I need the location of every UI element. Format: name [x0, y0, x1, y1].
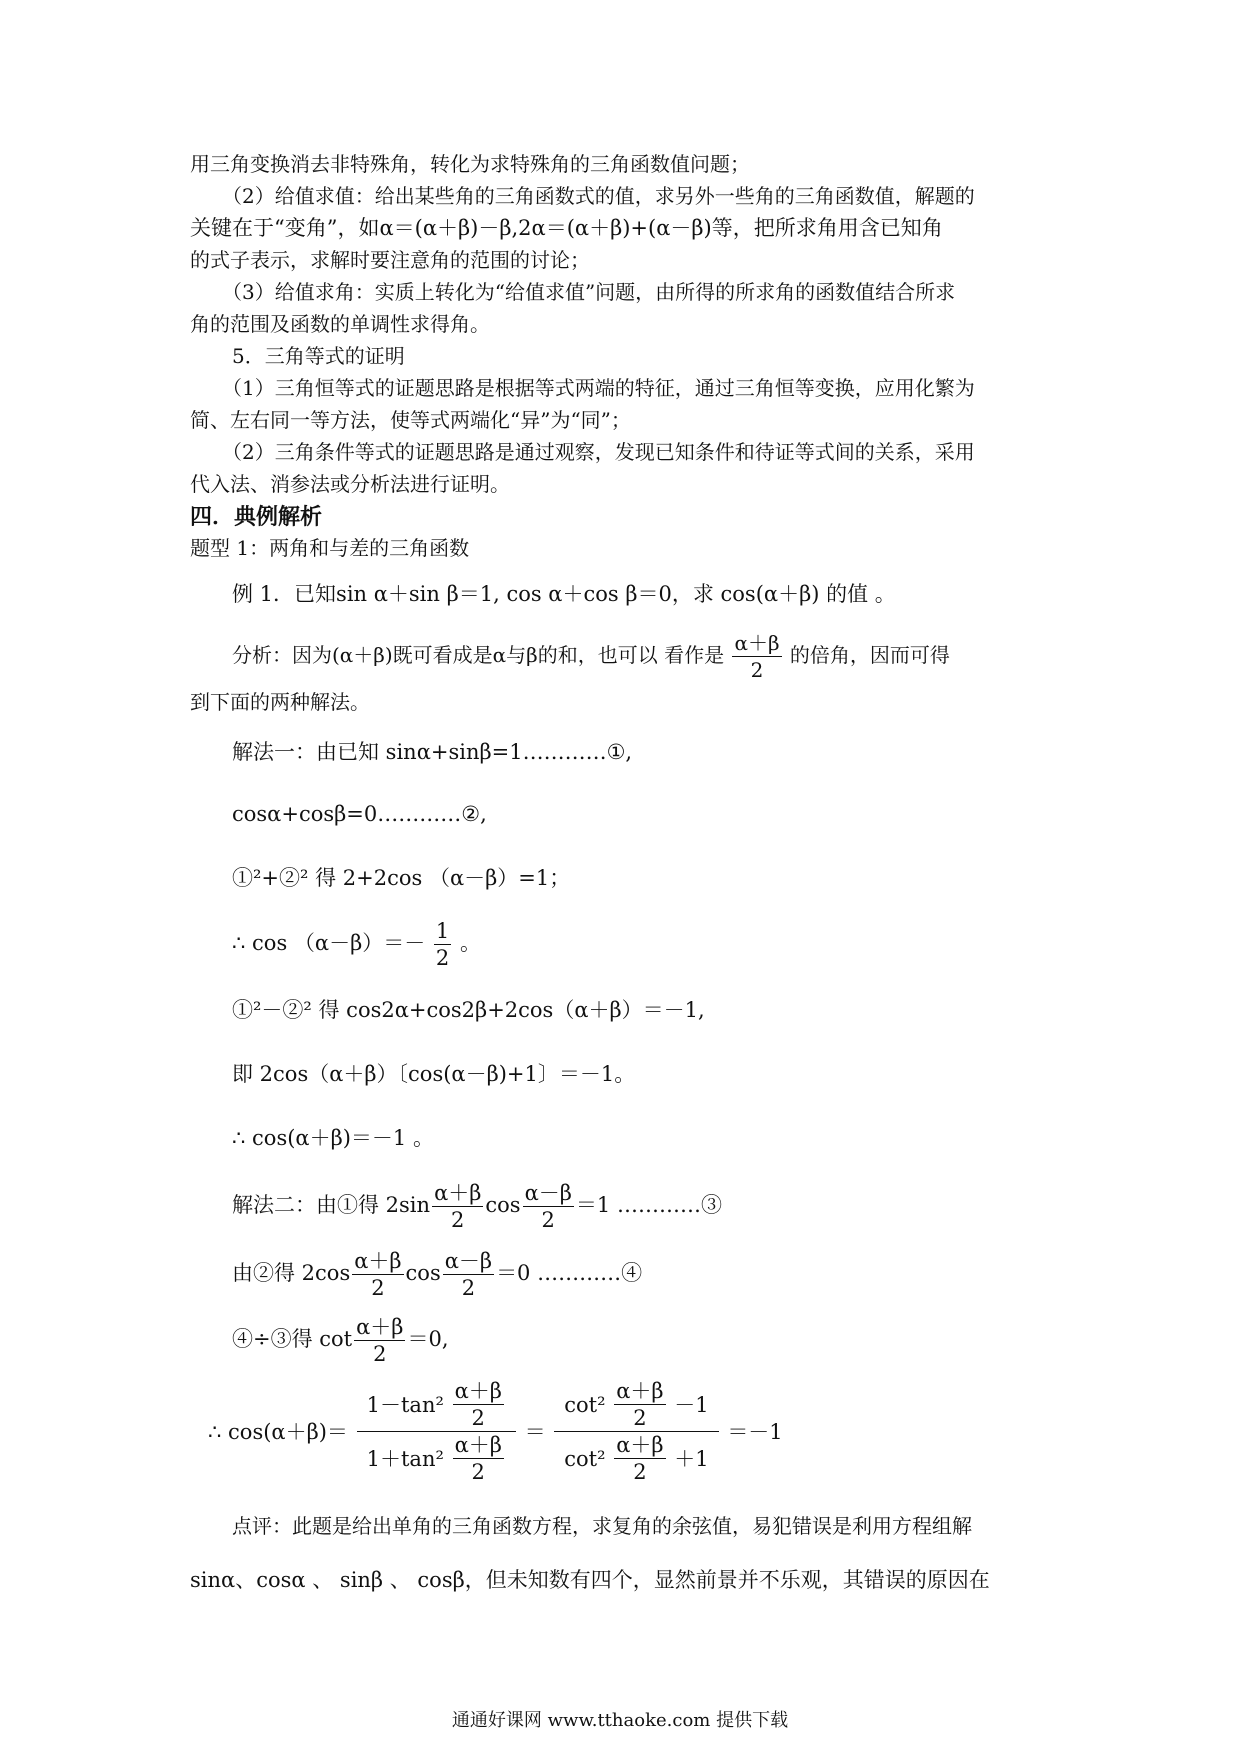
tan-term: 1－tan²	[366, 1392, 444, 1417]
final-equation	[208, 1378, 783, 1485]
fraction-denominator: 2	[750, 658, 764, 682]
cot-term: ＋1	[674, 1446, 709, 1471]
method-1-line: ①²+②² 得 2+2cos （α－β）=1；	[232, 866, 571, 890]
equation-text: ＝0,	[407, 1327, 449, 1351]
fraction-denominator: 2	[373, 1342, 387, 1366]
cot-term: cot²	[564, 1446, 606, 1471]
example-statement: 例 1．已知sin α＋sin β＝1, cos α＋cos β＝0，求 cos(α＋β) 的值 。	[232, 582, 896, 606]
paragraph-line: （1）三角恒等式的证题思路是根据等式两端的特征，通过三角恒等变换，应用化繁为	[222, 376, 975, 400]
equation-lhs: ∴ cos （α－β）＝－	[232, 931, 426, 955]
fraction-numerator: 1	[435, 919, 450, 943]
cot-fraction	[554, 1378, 718, 1485]
equation-end: 。	[459, 931, 481, 955]
cot-term: －1	[674, 1392, 709, 1417]
fraction-denominator: 2	[633, 1460, 647, 1484]
analysis-line	[232, 630, 950, 683]
method-1-line: 即 2cos（α＋β）〔cos(α－β)+1〕＝－1。	[232, 1062, 636, 1086]
paragraph-line: 代入法、消参法或分析法进行证明。	[190, 472, 510, 496]
fraction-numerator: α－β	[444, 1249, 493, 1273]
paragraph-line: （3）给值求角：实质上转化为“给值求值”问题，由所得的所求角的函数值结合所求	[222, 280, 956, 304]
topic-title: 题型 1：两角和与差的三角函数	[190, 536, 470, 560]
fraction-denominator: 2	[633, 1406, 647, 1430]
half-sum-fraction	[614, 1432, 665, 1485]
equation-text: ④÷③得 cot	[232, 1327, 353, 1351]
one-half-fraction	[434, 918, 451, 971]
equation-lhs: ∴ cos(α＋β)＝	[208, 1419, 348, 1444]
method-1-line: ∴ cos(α＋β)＝－1 。	[232, 1126, 434, 1150]
equals-sign: ＝	[524, 1419, 546, 1444]
half-sum-fraction	[354, 1314, 405, 1367]
half-sum-fraction	[432, 1180, 483, 1233]
method-1-line: ①²－②² 得 cos2α+cos2β+2cos（α＋β）＝－1,	[232, 998, 705, 1022]
fraction-numerator: α＋β	[616, 1433, 664, 1457]
paragraph-line: 简、左右同一等方法，使等式两端化“异”为“同”；	[190, 408, 631, 432]
half-sum-fraction	[352, 1248, 403, 1301]
equation-text: ＝0 …………④	[496, 1261, 643, 1285]
equation-text: 由②得 2cos	[232, 1261, 351, 1285]
half-angle-fraction	[732, 630, 781, 683]
analysis-text: 分析：因为(α＋β)既可看成是α与β的和，也可以 看作是	[232, 643, 725, 667]
subsection-title: 5．三角等式的证明	[232, 344, 405, 368]
fraction-denominator: 2	[541, 1208, 555, 1232]
method-1-line: cosα+cosβ=0…………②,	[232, 802, 487, 826]
equation-text: cos	[405, 1261, 441, 1285]
comment-line: sinα、cosα 、 sinβ 、 cosβ，但未知数有四个，显然前景并不乐观，其错误的原因在	[190, 1568, 990, 1592]
half-diff-fraction	[443, 1248, 494, 1301]
fraction-numerator: α＋β	[354, 1249, 402, 1273]
fraction-denominator: 2	[371, 1276, 385, 1300]
comment-line: 点评：此题是给出单角的三角函数方程，求复角的余弦值，易犯错误是利用方程组解	[232, 1514, 972, 1538]
fraction-numerator: α＋β	[454, 1379, 502, 1403]
method-2-line	[232, 1180, 722, 1233]
paragraph-line: 关键在于“变角”，如α＝(α＋β)－β,2α＝(α＋β)+(α－β)等，把所求角用含已知角	[190, 216, 943, 240]
tan-term: 1＋tan²	[366, 1446, 444, 1471]
paragraph-line: （2）三角条件等式的证题思路是通过观察，发现已知条件和待证等式间的关系，采用	[222, 440, 975, 464]
equation-text: 解法二：由①得 2sin	[232, 1193, 431, 1217]
half-sum-fraction	[453, 1432, 504, 1485]
method-2-line	[232, 1314, 449, 1367]
half-sum-fraction	[614, 1378, 665, 1431]
fraction-denominator	[357, 1432, 516, 1485]
half-diff-fraction	[523, 1180, 574, 1233]
page-footer: 通通好课网 www.tthaoke.com 提供下载	[451, 1710, 789, 1731]
cot-term: cot²	[564, 1392, 606, 1417]
fraction-numerator: α＋β	[434, 1181, 482, 1205]
fraction-denominator: 2	[461, 1276, 476, 1300]
fraction-numerator: α＋β	[356, 1315, 404, 1339]
tan-fraction	[357, 1378, 516, 1485]
fraction-numerator	[554, 1378, 718, 1432]
paragraph-line: 角的范围及函数的单调性求得角。	[190, 312, 490, 336]
fraction-denominator	[554, 1432, 718, 1485]
fraction-numerator: α＋β	[734, 631, 780, 655]
method-1-line: 解法一：由已知 sinα+sinβ=1…………①,	[232, 740, 633, 764]
analysis-line: 到下面的两种解法。	[190, 690, 370, 714]
paragraph-line: 的式子表示，求解时要注意角的范围的讨论；	[190, 248, 590, 272]
equation-rhs: ＝－1	[727, 1419, 783, 1444]
section-heading: 四．典例解析	[190, 505, 323, 530]
method-2-line	[232, 1248, 642, 1301]
fraction-denominator: 2	[471, 1460, 485, 1484]
fraction-numerator: α－β	[524, 1181, 572, 1205]
analysis-text: 的倍角，因而可得	[789, 643, 950, 667]
fraction-denominator: 2	[451, 1208, 465, 1232]
paragraph-line: 用三角变换消去非特殊角，转化为求特殊角的三角函数值问题；	[190, 152, 750, 176]
fraction-denominator: 2	[435, 946, 450, 970]
fraction-denominator: 2	[471, 1406, 485, 1430]
fraction-numerator: α＋β	[454, 1433, 502, 1457]
fraction-numerator	[357, 1378, 516, 1432]
paragraph-line: （2）给值求值：给出某些角的三角函数式的值，求另外一些角的三角函数值，解题的	[222, 184, 975, 208]
half-sum-fraction	[453, 1378, 504, 1431]
equation-text: cos	[485, 1193, 521, 1217]
fraction-numerator: α＋β	[616, 1379, 664, 1403]
equation-text: ＝1 …………③	[575, 1193, 722, 1217]
method-1-line	[232, 918, 481, 971]
